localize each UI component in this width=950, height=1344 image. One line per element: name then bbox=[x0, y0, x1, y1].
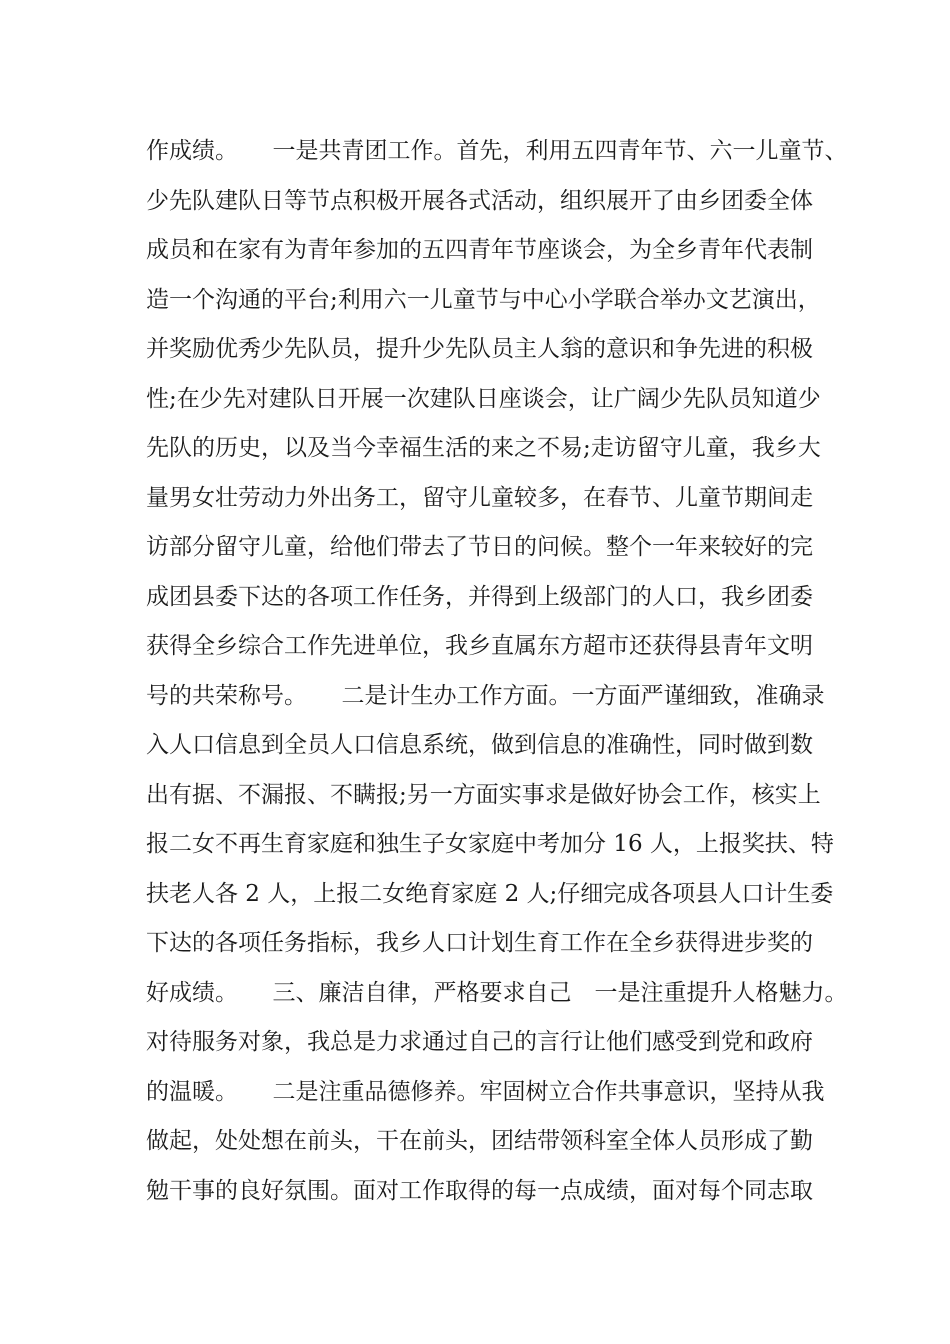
text-line: 先队的历史，以及当今幸福生活的来之不易;走访留守儿童，我乡大 bbox=[146, 435, 821, 461]
text-line: 好成绩。 三、廉洁自律，严格要求自己 一是注重提升人格魅力。 bbox=[146, 979, 848, 1006]
text-line: 成员和在家有为青年参加的五四青年节座谈会，为全乡青年代表制 bbox=[146, 237, 813, 263]
text-line: 对待服务对象，我总是力求通过自己的言行让他们感受到党和政府 bbox=[146, 1029, 813, 1055]
body-text bbox=[146, 131, 848, 1220]
text-line: 并奖励优秀少先队员，提升少先队员主人翁的意识和争先进的积极 bbox=[146, 336, 813, 362]
text-line: 成团县委下达的各项工作任务，并得到上级部门的人口，我乡团委 bbox=[146, 583, 813, 610]
text-line: 获得全乡综合工作先进单位，我乡直属东方超市还获得县青年文明 bbox=[146, 633, 813, 659]
text-line: 访部分留守儿童，给他们带去了节日的问候。整个一年来较好的完 bbox=[146, 534, 813, 560]
text-line: 性;在少先对建队日开展一次建队日座谈会，让广阔少先队员知道少 bbox=[146, 385, 821, 412]
text-line: 出有据、不漏报、不瞒报;另一方面实事求是做好协会工作，核实上 bbox=[146, 781, 821, 808]
text-line: 造一个沟通的平台;利用六一儿童节与中心小学联合举办文艺演出， bbox=[146, 286, 821, 313]
text-line: 的温暖。 二是注重品德修养。牢固树立合作共事意识，坚持从我 bbox=[146, 1078, 825, 1105]
text-line: 少先队建队日等节点积极开展各式活动，组织展开了由乡团委全体 bbox=[146, 187, 813, 214]
text-line: 量男女壮劳动力外出务工，留守儿童较多，在春节、儿童节期间走 bbox=[146, 484, 813, 511]
text-line: 勉干事的良好氛围。面对工作取得的每一点成绩，面对每个同志取 bbox=[146, 1177, 813, 1204]
text-line: 下达的各项任务指标，我乡人口计划生育工作在全乡获得进步奖的 bbox=[146, 930, 813, 956]
text-line: 入人口信息到全员人口信息系统，做到信息的准确性，同时做到数 bbox=[146, 732, 813, 758]
text-line: 报二女不再生育家庭和独生子女家庭中考加分 16 人，上报奖扶、特 bbox=[146, 831, 834, 857]
text-line: 作成绩。 一是共青团工作。首先，利用五四青年节、六一儿童节、 bbox=[146, 138, 848, 164]
text-line: 号的共荣称号。 二是计生办工作方面。一方面严谨细致，准确录 bbox=[146, 682, 825, 709]
text-line: 扶老人各 2 人，上报二女绝育家庭 2 人;仔细完成各项县人口计生委 bbox=[146, 880, 834, 907]
text-line: 做起，处处想在前头，干在前头，团结带领科室全体人员形成了勤 bbox=[146, 1128, 813, 1154]
